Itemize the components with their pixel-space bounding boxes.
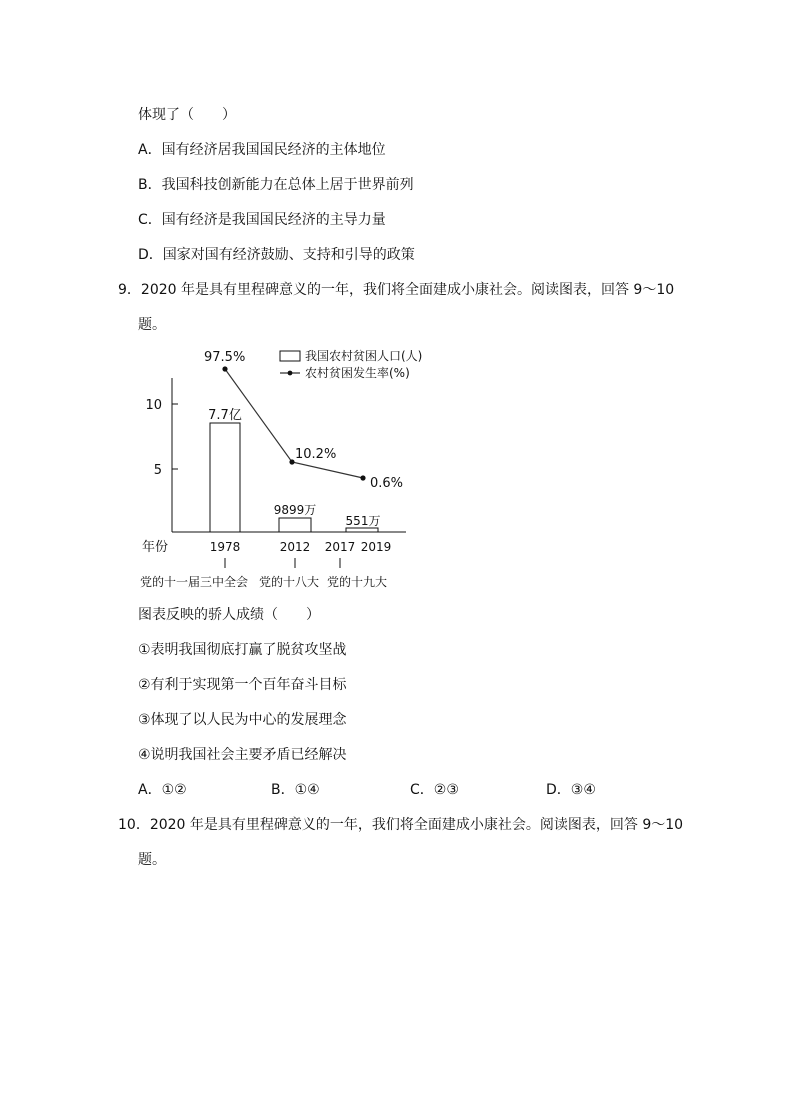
poverty-chart	[138, 340, 428, 595]
rate-label-1978: 97.5%	[204, 350, 246, 365]
q9-choice-c: C．②③	[410, 782, 459, 798]
q8-option-a: A．国有经济居我国国民经济的主体地位	[138, 142, 386, 158]
q9-choices	[138, 779, 658, 797]
q9-stem-end: 题。	[138, 317, 166, 333]
rate-label-2012: 10.2%	[295, 447, 337, 462]
q8-option-d: D．国家对国有经济鼓励、支持和引导的政策	[138, 247, 415, 263]
event-label-2017: 党的十九大	[327, 575, 388, 589]
legend-line-label: 农村贫困发生率(%)	[305, 366, 410, 380]
q9-statement-2: ②有利于实现第一个百年奋斗目标	[138, 677, 347, 693]
x-tick-1978: 1978	[209, 540, 241, 554]
y-tick-5-label: 5	[153, 463, 162, 478]
q9-choice-a: A．①②	[138, 782, 187, 798]
bar-2019-label: 551万	[345, 514, 381, 528]
bar-2012-label: 9899万	[273, 503, 317, 517]
rate-point-1978	[222, 366, 227, 371]
bar-1978-label: 7.7亿	[208, 408, 242, 423]
q9-stem: 9．2020 年是具有里程碑意义的一年，我们将全面建成小康社会。阅读图表，回答 9～10	[118, 282, 675, 298]
legend-bar-label: 我国农村贫困人口(人)	[305, 349, 423, 363]
legend-bar-swatch	[280, 351, 300, 361]
q10-stem-end: 题。	[138, 852, 166, 868]
q8-option-c: C．国有经济是我国国民经济的主导力量	[138, 212, 386, 228]
q9-statement-4: ④说明我国社会主要矛盾已经解决	[138, 747, 347, 763]
bar-2019	[346, 528, 378, 532]
event-label-1978: 党的十一届三中全会	[140, 575, 249, 589]
q9-statement-1: ①表明我国彻底打赢了脱贫攻坚战	[138, 642, 347, 658]
q9-question: 图表反映的骄人成绩（ ）	[138, 607, 320, 623]
q10-stem: 10．2020 年是具有里程碑意义的一年，我们将全面建成小康社会。阅读图表，回答 9～10	[118, 817, 684, 833]
rate-label-2019: 0.6%	[370, 476, 404, 491]
event-label-2012: 党的十八大	[259, 575, 320, 589]
q9-choice-d: D．③④	[546, 782, 596, 798]
rate-point-2012	[289, 459, 294, 464]
q8-stem-tail: 体现了（ ）	[138, 107, 236, 123]
x-tick-2012: 2012	[279, 540, 311, 554]
q9-choice-b: B．①④	[271, 782, 320, 798]
x-tick-2019: 2019	[360, 540, 392, 554]
bar-2012	[279, 518, 311, 532]
x-axis-title: 年份	[142, 540, 169, 555]
bar-1978	[210, 423, 240, 532]
rate-point-2019	[360, 475, 365, 480]
x-tick-2017: 2017	[324, 540, 356, 554]
q8-option-b: B．我国科技创新能力在总体上居于世界前列	[138, 177, 414, 193]
legend-line-marker	[288, 371, 293, 376]
y-tick-10-label: 10	[145, 398, 162, 413]
q9-statement-3: ③体现了以人民为中心的发展理念	[138, 712, 347, 728]
